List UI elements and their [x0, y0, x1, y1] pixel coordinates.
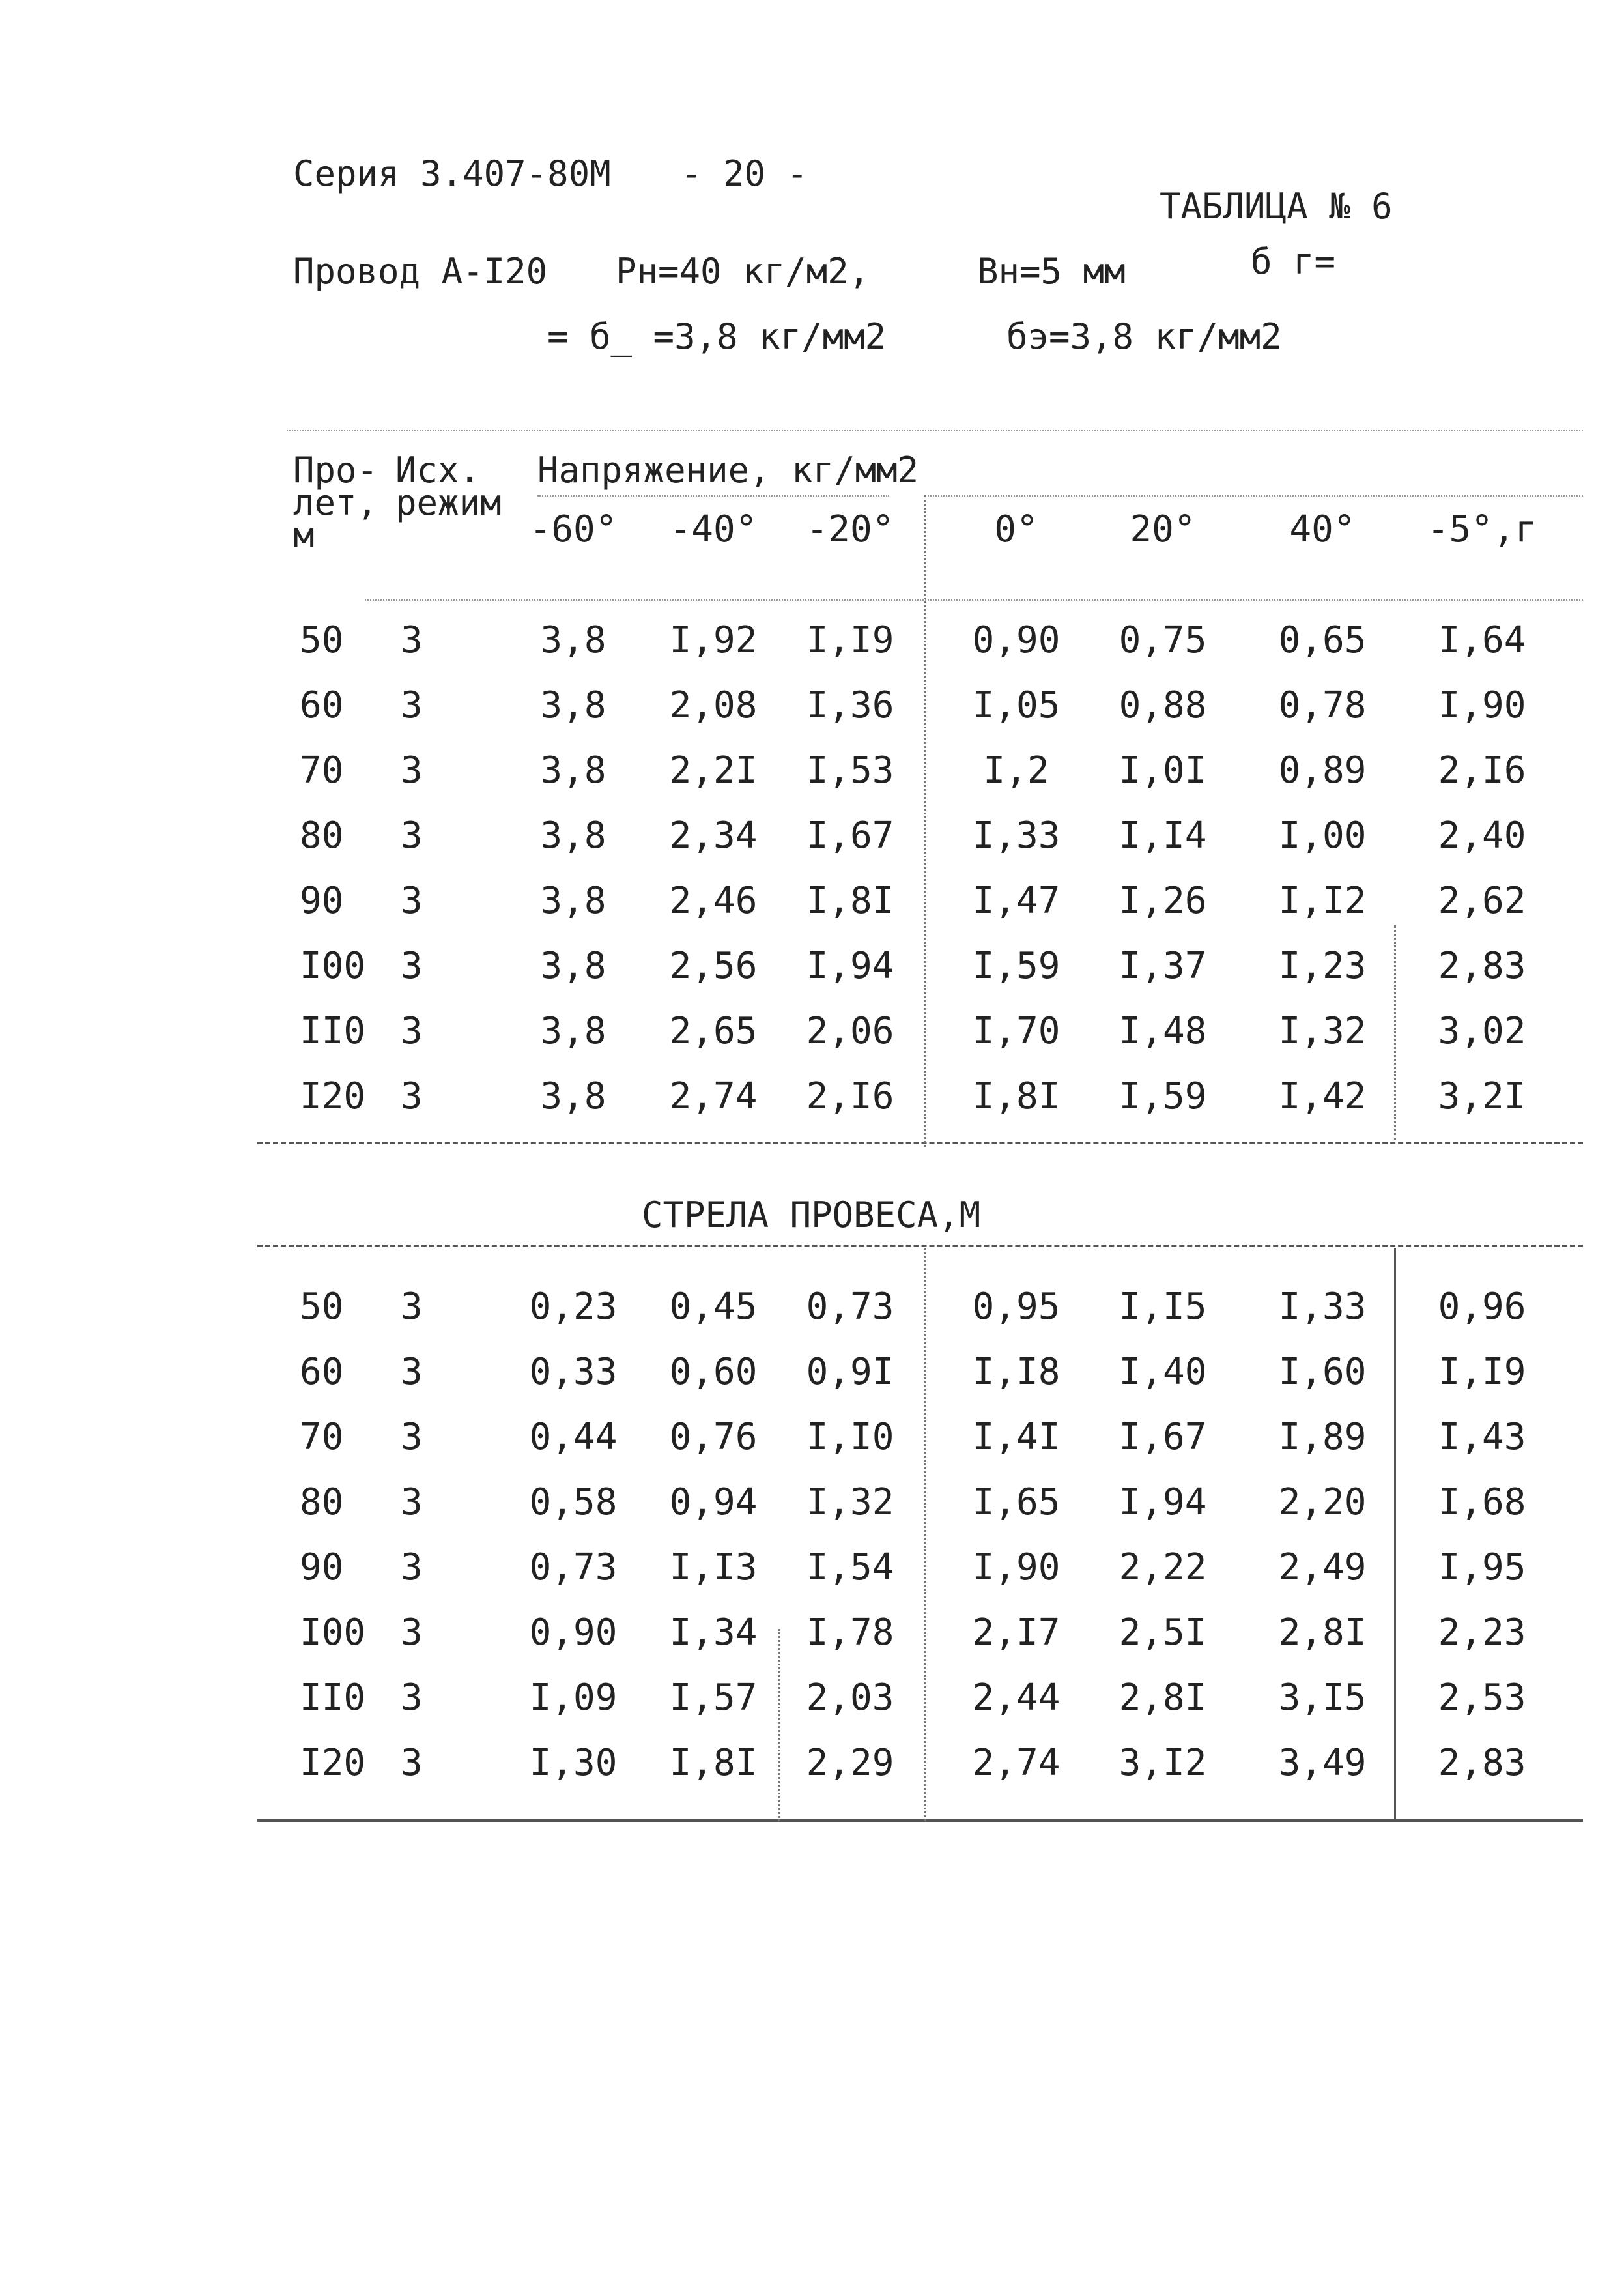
value-cell: 2,I6 — [1438, 749, 1526, 792]
value-cell: 2,46 — [669, 880, 758, 922]
span-cell: I20 — [300, 1742, 366, 1784]
mode-head-2: режим — [395, 482, 502, 523]
value-cell: I,90 — [972, 1546, 1061, 1589]
span-cell: II0 — [300, 1010, 366, 1052]
stress-title: Напряжение, кг/мм2 — [537, 450, 919, 491]
value-cell: I,94 — [806, 945, 894, 987]
value-cell: I,37 — [1118, 945, 1207, 987]
span-cell: I00 — [300, 1611, 366, 1654]
value-cell: I,I5 — [1118, 1286, 1207, 1328]
stress-last-column-divider — [1394, 925, 1396, 1140]
span-cell: 60 — [300, 684, 344, 727]
value-cell: I,48 — [1118, 1010, 1207, 1052]
temp-col-4: 20° — [1130, 508, 1196, 551]
mode-cell: 3 — [401, 1677, 423, 1719]
mode-cell: 3 — [401, 1611, 423, 1654]
value-cell: 0,73 — [529, 1546, 618, 1589]
value-cell: I,94 — [1118, 1481, 1207, 1523]
mode-cell: 3 — [401, 1010, 423, 1052]
value-cell: I,23 — [1278, 945, 1367, 987]
value-cell: 2,5I — [1118, 1611, 1207, 1654]
value-cell: I,8I — [972, 1075, 1061, 1117]
value-cell: I,40 — [1118, 1351, 1207, 1393]
page-number: - 20 - — [681, 153, 808, 194]
value-cell: 3,8 — [540, 880, 606, 922]
value-cell: 2,08 — [669, 684, 758, 727]
temp-col-1: -40° — [669, 508, 758, 551]
value-cell: I,34 — [669, 1611, 758, 1654]
mode-cell: 3 — [401, 945, 423, 987]
header-mid-rule — [925, 495, 1583, 497]
series-label: Серия 3.407-80М — [293, 153, 611, 194]
mode-head-1: Исх. — [395, 450, 481, 491]
value-cell: 2,03 — [806, 1677, 894, 1719]
value-cell: 2,23 — [1438, 1611, 1526, 1654]
value-cell: 0,89 — [1278, 749, 1367, 792]
bn-label: Вн=5 мм — [977, 251, 1126, 292]
value-cell: I,42 — [1278, 1075, 1367, 1117]
value-cell: I,I9 — [1438, 1351, 1526, 1393]
value-cell: I,30 — [529, 1742, 618, 1784]
table-label: ТАБЛИЦА № 6 — [1160, 186, 1393, 227]
span-cell: 50 — [300, 1286, 344, 1328]
value-cell: 0,45 — [669, 1286, 758, 1328]
value-cell: I,2 — [983, 749, 1049, 792]
value-cell: I,33 — [1278, 1286, 1367, 1328]
value-cell: 2,56 — [669, 945, 758, 987]
mode-cell: 3 — [401, 1075, 423, 1117]
value-cell: I,26 — [1118, 880, 1207, 922]
sigma-g-label: б г= — [1251, 241, 1336, 282]
mode-cell: 3 — [401, 619, 423, 661]
span-cell: II0 — [300, 1677, 366, 1719]
value-cell: I,59 — [972, 945, 1061, 987]
mode-cell: 3 — [401, 814, 423, 857]
value-cell: 3,I5 — [1278, 1677, 1367, 1719]
value-cell: 2,8I — [1278, 1611, 1367, 1654]
value-cell: I,89 — [1278, 1416, 1367, 1458]
value-cell: 2,06 — [806, 1010, 894, 1052]
value-cell: I,09 — [529, 1677, 618, 1719]
value-cell: 0,9I — [806, 1351, 894, 1393]
sag-col3-divider — [778, 1629, 780, 1821]
value-cell: 3,8 — [540, 1075, 606, 1117]
stress-bottom-rule — [257, 1142, 1583, 1144]
value-cell: I,53 — [806, 749, 894, 792]
value-cell: 2,22 — [1118, 1546, 1207, 1589]
value-cell: 3,49 — [1278, 1742, 1367, 1784]
value-cell: 0,58 — [529, 1481, 618, 1523]
span-cell: 80 — [300, 814, 344, 857]
value-cell: I,32 — [1278, 1010, 1367, 1052]
span-head-2: лет, — [293, 482, 378, 523]
value-cell: I,90 — [1438, 684, 1526, 727]
value-cell: 2,53 — [1438, 1677, 1526, 1719]
header-bottom-rule — [365, 599, 1583, 601]
value-cell: I,78 — [806, 1611, 894, 1654]
value-cell: 0,76 — [669, 1416, 758, 1458]
value-cell: 0,90 — [529, 1611, 618, 1654]
value-cell: I,8I — [669, 1742, 758, 1784]
value-cell: I,32 — [806, 1481, 894, 1523]
value-cell: 3,I2 — [1118, 1742, 1207, 1784]
value-cell: I,05 — [972, 684, 1061, 727]
value-cell: I,92 — [669, 619, 758, 661]
value-cell: I,0I — [1118, 749, 1207, 792]
value-cell: 2,2I — [669, 749, 758, 792]
value-cell: 2,8I — [1118, 1677, 1207, 1719]
span-cell: 60 — [300, 1351, 344, 1393]
span-cell: 90 — [300, 1546, 344, 1589]
temp-col-5: 40° — [1289, 508, 1356, 551]
temp-col-0: -60° — [529, 508, 618, 551]
value-cell: 0,88 — [1118, 684, 1207, 727]
value-cell: 2,40 — [1438, 814, 1526, 857]
value-cell: 2,44 — [972, 1677, 1061, 1719]
span-cell: 70 — [300, 1416, 344, 1458]
mode-cell: 3 — [401, 880, 423, 922]
value-cell: I,57 — [669, 1677, 758, 1719]
value-cell: I,59 — [1118, 1075, 1207, 1117]
value-cell: I,47 — [972, 880, 1061, 922]
value-cell: I,36 — [806, 684, 894, 727]
value-cell: 2,65 — [669, 1010, 758, 1052]
value-cell: 0,73 — [806, 1286, 894, 1328]
value-cell: 0,33 — [529, 1351, 618, 1393]
sag-last-column-divider — [1394, 1248, 1396, 1821]
mode-cell: 3 — [401, 749, 423, 792]
sag-top-rule — [257, 1245, 1583, 1247]
mode-cell: 3 — [401, 1286, 423, 1328]
sag-column-divider — [924, 1248, 926, 1821]
temp-col-3: 0° — [994, 508, 1038, 551]
value-cell: I,68 — [1438, 1481, 1526, 1523]
value-cell: 3,8 — [540, 814, 606, 857]
value-cell: I,33 — [972, 814, 1061, 857]
value-cell: I,54 — [806, 1546, 894, 1589]
value-cell: 2,74 — [972, 1742, 1061, 1784]
value-cell: 2,29 — [806, 1742, 894, 1784]
mode-cell: 3 — [401, 1351, 423, 1393]
value-cell: 3,2I — [1438, 1075, 1526, 1117]
stress-title-underline — [537, 495, 889, 497]
value-cell: 3,8 — [540, 619, 606, 661]
value-cell: 0,78 — [1278, 684, 1367, 727]
value-cell: 2,83 — [1438, 945, 1526, 987]
value-cell: 0,94 — [669, 1481, 758, 1523]
value-cell: 3,02 — [1438, 1010, 1526, 1052]
mode-cell: 3 — [401, 1481, 423, 1523]
value-cell: I,70 — [972, 1010, 1061, 1052]
span-cell: 90 — [300, 880, 344, 922]
temp-col-6: -5°,г — [1427, 508, 1537, 551]
mode-cell: 3 — [401, 1546, 423, 1589]
value-cell: 2,I6 — [806, 1075, 894, 1117]
value-cell: 2,34 — [669, 814, 758, 857]
span-cell: I20 — [300, 1075, 366, 1117]
value-cell: 3,8 — [540, 945, 606, 987]
value-cell: 0,60 — [669, 1351, 758, 1393]
span-cell: 80 — [300, 1481, 344, 1523]
value-cell: 0,96 — [1438, 1286, 1526, 1328]
value-cell: 3,8 — [540, 1010, 606, 1052]
value-cell: 0,90 — [972, 619, 1061, 661]
value-cell: I,60 — [1278, 1351, 1367, 1393]
value-cell: 2,83 — [1438, 1742, 1526, 1784]
value-cell: I,8I — [806, 880, 894, 922]
value-cell: 2,74 — [669, 1075, 758, 1117]
span-head-1: Про- — [293, 450, 378, 491]
sag-title: СТРЕЛА ПРОВЕСА,М — [642, 1194, 981, 1235]
value-cell: I,65 — [972, 1481, 1061, 1523]
value-cell: 2,I7 — [972, 1611, 1061, 1654]
value-cell: I,I3 — [669, 1546, 758, 1589]
value-cell: I,95 — [1438, 1546, 1526, 1589]
value-cell: I,00 — [1278, 814, 1367, 857]
span-cell: I00 — [300, 945, 366, 987]
value-cell: I,I4 — [1118, 814, 1207, 857]
value-cell: 2,49 — [1278, 1546, 1367, 1589]
span-cell: 70 — [300, 749, 344, 792]
sigma-e-label: бэ=3,8 кг/мм2 — [1006, 316, 1282, 357]
sag-bottom-rule — [257, 1819, 1583, 1822]
value-cell: I,I9 — [806, 619, 894, 661]
mode-cell: 3 — [401, 1742, 423, 1784]
value-cell: I,I2 — [1278, 880, 1367, 922]
mode-cell: 3 — [401, 684, 423, 727]
value-cell: I,I0 — [806, 1416, 894, 1458]
value-cell: 3,8 — [540, 684, 606, 727]
header-top-rule — [287, 430, 1583, 431]
value-cell: 0,75 — [1118, 619, 1207, 661]
temp-col-2: -20° — [806, 508, 894, 551]
value-cell: 2,62 — [1438, 880, 1526, 922]
sigma-minus-label: = б_ =3,8 кг/мм2 — [547, 316, 887, 357]
value-cell: I,67 — [806, 814, 894, 857]
value-cell: I,4I — [972, 1416, 1061, 1458]
value-cell: 2,20 — [1278, 1481, 1367, 1523]
value-cell: I,67 — [1118, 1416, 1207, 1458]
value-cell: 0,95 — [972, 1286, 1061, 1328]
span-cell: 50 — [300, 619, 344, 661]
wire-label: Провод А-I20 — [293, 251, 548, 292]
value-cell: 0,65 — [1278, 619, 1367, 661]
mode-cell: 3 — [401, 1416, 423, 1458]
span-head-3: м — [293, 515, 315, 556]
value-cell: I,43 — [1438, 1416, 1526, 1458]
value-cell: 0,23 — [529, 1286, 618, 1328]
value-cell: 0,44 — [529, 1416, 618, 1458]
pn-label: Pн=40 кг/м2, — [616, 251, 870, 292]
value-cell: I,I8 — [972, 1351, 1061, 1393]
value-cell: I,64 — [1438, 619, 1526, 661]
stress-column-divider — [924, 495, 926, 1147]
value-cell: 3,8 — [540, 749, 606, 792]
